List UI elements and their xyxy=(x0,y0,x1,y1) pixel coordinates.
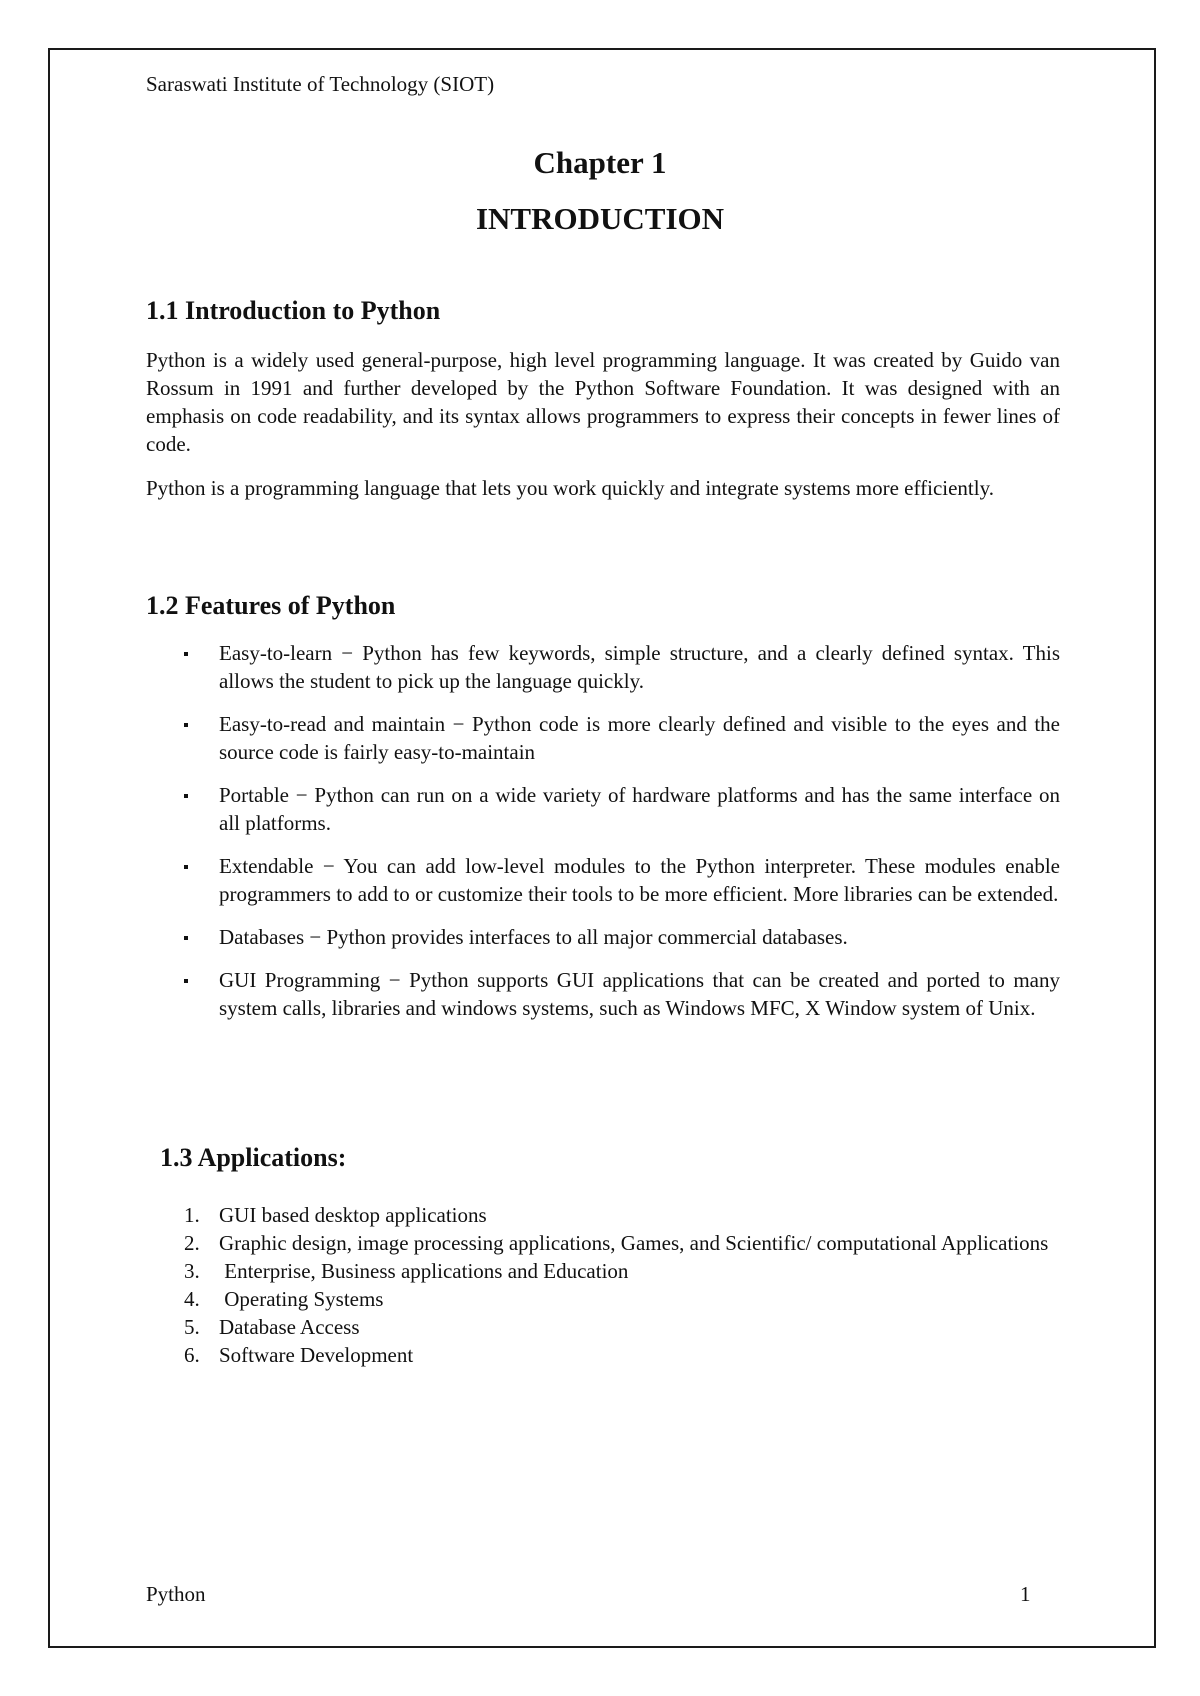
bullet-icon xyxy=(184,936,188,940)
list-number: 1. xyxy=(184,1203,200,1227)
section-heading-features: 1.2 Features of Python xyxy=(146,591,396,620)
chapter-title: INTRODUCTION xyxy=(475,201,725,236)
list-item-text: Easy-to-read and maintain − Python code is more clearly defined and visible to the eyes and the source code is fairly easy-to-maintain xyxy=(219,712,1060,764)
list-item-text: Extendable − You can add low-level modules to the Python interpreter. These modules enable programmers to add to or customize their tools to be more efficient. More libraries can be extended. xyxy=(219,854,1060,906)
list-number: 6. xyxy=(184,1343,200,1367)
list-item-text: GUI Programming − Python supports GUI applications that can be created and ported to many system calls, libraries and windows systems, such as Windows MFC, X Window system of Unix. xyxy=(219,968,1060,1020)
paragraph: Python is a widely used general-purpose, high level programming language. It was created by Guido van Rossum in 1991 and further developed by the Python Software Foundation. It was designed with an emphasis on code readability, and its syntax allows programmers to express their concepts in fewer lines of code. xyxy=(146,348,1060,456)
chapter-number: Chapter 1 xyxy=(533,145,667,180)
bullet-icon xyxy=(184,979,188,983)
list-item-text: Databases − Python provides interfaces to all major commercial databases. xyxy=(219,925,848,949)
bullet-icon xyxy=(184,723,188,727)
features-list xyxy=(146,639,1060,1037)
list-item xyxy=(146,966,1060,1022)
list-item xyxy=(146,1257,1060,1285)
list-number: 5. xyxy=(184,1315,200,1339)
paragraph: Python is a programming language that lets you work quickly and integrate systems more efficiently. xyxy=(146,476,994,500)
list-number: 3. xyxy=(184,1259,200,1283)
list-item xyxy=(146,710,1060,766)
list-item xyxy=(146,852,1060,908)
section-heading-applications: 1.3 Applications: xyxy=(160,1143,347,1172)
bullet-icon xyxy=(184,865,188,869)
list-item-text: Portable − Python can run on a wide variety of hardware platforms and has the same interface on all platforms. xyxy=(219,783,1060,835)
list-item xyxy=(146,1313,1060,1341)
list-item xyxy=(146,639,1060,695)
list-item-text: Graphic design, image processing applications, Games, and Scientific/ computational Applications xyxy=(219,1231,1049,1255)
footer-title: Python xyxy=(146,1582,206,1606)
list-item-text: Operating Systems xyxy=(219,1287,384,1311)
list-item-text: Database Access xyxy=(219,1315,360,1339)
list-item-text: Software Development xyxy=(219,1343,414,1367)
list-item-text: Easy-to-learn − Python has few keywords, simple structure, and a clearly defined syntax. This allows the student to pick up the language quickly. xyxy=(219,641,1060,693)
bullet-icon xyxy=(184,652,188,656)
page-header: Saraswati Institute of Technology (SIOT) xyxy=(146,72,495,96)
list-item-text: Enterprise, Business applications and Education xyxy=(219,1259,629,1283)
section-heading-intro: 1.1 Introduction to Python xyxy=(146,296,441,325)
list-item xyxy=(146,1229,1060,1257)
list-item-text: GUI based desktop applications xyxy=(219,1203,487,1227)
page-number: 1 xyxy=(1020,1582,1031,1606)
list-number: 2. xyxy=(184,1231,200,1255)
list-item xyxy=(146,1341,1060,1369)
list-item xyxy=(146,781,1060,837)
list-number: 4. xyxy=(184,1287,200,1311)
applications-list xyxy=(146,1201,1060,1369)
bullet-icon xyxy=(184,794,188,798)
list-item xyxy=(146,1285,1060,1313)
list-item xyxy=(146,1201,1060,1229)
list-item xyxy=(146,923,1060,951)
